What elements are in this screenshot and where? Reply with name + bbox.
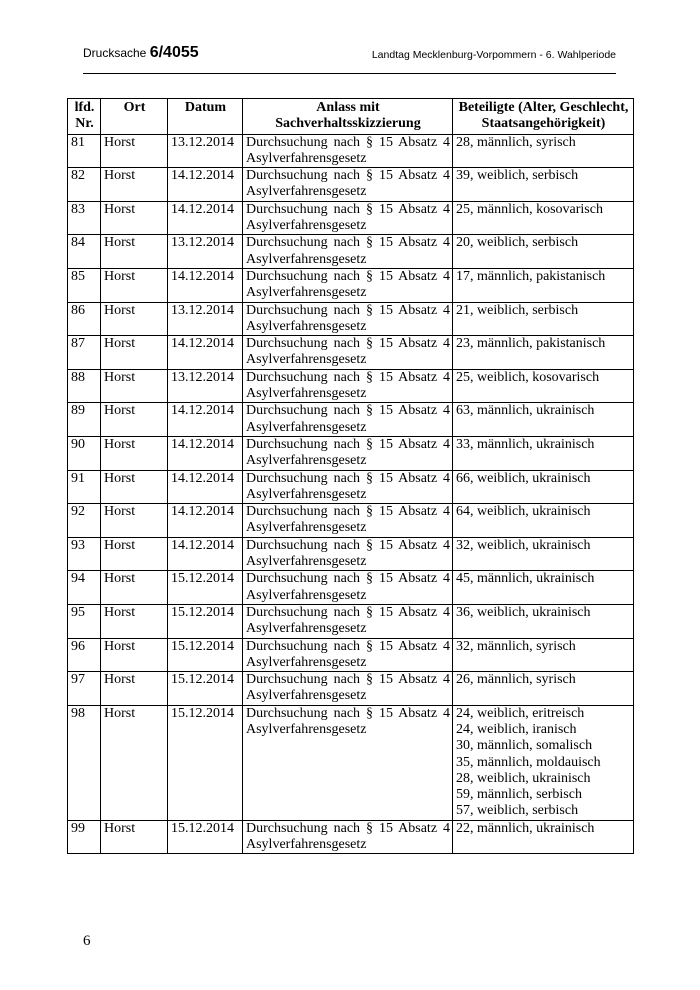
anlass-line-1: Durchsuchung nach § 15 Absatz 4 <box>246 235 450 251</box>
table-header-row <box>68 99 634 135</box>
cell-anlass <box>243 369 453 403</box>
cell-anlass <box>243 436 453 470</box>
participant-entry: 30, männlich, somalisch <box>456 738 593 754</box>
participant-entry: 23, männlich, pakistanisch <box>456 336 606 352</box>
cell-datum: 14.12.2014 <box>168 537 243 571</box>
cell-nr: 90 <box>68 436 101 470</box>
cell-ort: Horst <box>101 820 168 854</box>
column-header-nr: lfd. Nr. <box>68 99 101 135</box>
participant-entry: 28, weiblich, ukrainisch <box>456 770 591 786</box>
anlass-line-1: Durchsuchung nach § 15 Absatz 4 <box>246 537 450 553</box>
cell-nr: 95 <box>68 604 101 638</box>
cell-anlass <box>243 705 453 820</box>
anlass-line-2: Asylverfahrensgesetz <box>246 721 367 737</box>
anlass-line-2: Asylverfahrensgesetz <box>246 486 367 502</box>
anlass-line-1: Durchsuchung nach § 15 Absatz 4 <box>246 672 450 688</box>
cell-datum: 13.12.2014 <box>168 302 243 336</box>
anlass-line-1: Durchsuchung nach § 15 Absatz 4 <box>246 638 450 654</box>
participant-entry: 32, männlich, syrisch <box>456 638 576 654</box>
anlass-line-1: Durchsuchung nach § 15 Absatz 4 <box>246 820 450 836</box>
anlass-line-2: Asylverfahrensgesetz <box>246 285 367 301</box>
incident-table <box>67 98 634 854</box>
anlass-line-1: Durchsuchung nach § 15 Absatz 4 <box>246 504 450 520</box>
cell-beteiligte <box>453 820 634 854</box>
participant-entry: 28, männlich, syrisch <box>456 134 576 150</box>
anlass-line-2: Asylverfahrensgesetz <box>246 688 367 704</box>
anlass-line-1: Durchsuchung nach § 15 Absatz 4 <box>246 705 450 721</box>
anlass-line-2: Asylverfahrensgesetz <box>246 587 367 603</box>
participant-entry: 45, männlich, ukrainisch <box>456 571 595 587</box>
cell-beteiligte <box>453 369 634 403</box>
cell-datum: 14.12.2014 <box>168 403 243 437</box>
cell-ort: Horst <box>101 436 168 470</box>
column-header-anlass: Anlass mit Sachverhaltsskizzierung <box>243 99 453 135</box>
cell-anlass <box>243 134 453 168</box>
cell-nr: 88 <box>68 369 101 403</box>
cell-beteiligte <box>453 705 634 820</box>
cell-nr: 91 <box>68 470 101 504</box>
cell-anlass <box>243 268 453 302</box>
anlass-line-1: Durchsuchung nach § 15 Absatz 4 <box>246 201 450 217</box>
cell-beteiligte <box>453 336 634 370</box>
table-row <box>68 201 634 235</box>
participant-entry: 24, weiblich, eritreisch <box>456 705 585 721</box>
cell-datum: 13.12.2014 <box>168 369 243 403</box>
document-label: Drucksache <box>83 46 147 60</box>
anlass-line-2: Asylverfahrensgesetz <box>246 386 367 402</box>
participant-entry: 24, weiblich, iranisch <box>456 721 577 737</box>
table-row <box>68 302 634 336</box>
cell-ort: Horst <box>101 571 168 605</box>
table-row <box>68 470 634 504</box>
cell-ort: Horst <box>101 235 168 269</box>
anlass-line-2: Asylverfahrensgesetz <box>246 218 367 234</box>
cell-datum: 14.12.2014 <box>168 201 243 235</box>
anlass-line-2: Asylverfahrensgesetz <box>246 453 367 469</box>
cell-beteiligte <box>453 268 634 302</box>
cell-datum: 13.12.2014 <box>168 134 243 168</box>
anlass-line-2: Asylverfahrensgesetz <box>246 654 367 670</box>
column-header-datum: Datum <box>168 99 243 135</box>
anlass-line-2: Asylverfahrensgesetz <box>246 621 367 637</box>
cell-ort: Horst <box>101 403 168 437</box>
anlass-line-1: Durchsuchung nach § 15 Absatz 4 <box>246 168 450 184</box>
participant-entry: 32, weiblich, ukrainisch <box>456 537 591 553</box>
cell-datum: 14.12.2014 <box>168 470 243 504</box>
table-row <box>68 638 634 672</box>
cell-anlass <box>243 672 453 706</box>
cell-datum: 14.12.2014 <box>168 504 243 538</box>
cell-anlass <box>243 336 453 370</box>
anlass-line-1: Durchsuchung nach § 15 Absatz 4 <box>246 369 450 385</box>
participant-entry: 57, weiblich, serbisch <box>456 803 579 819</box>
cell-datum: 14.12.2014 <box>168 268 243 302</box>
participant-entry: 35, männlich, moldauisch <box>456 754 601 770</box>
cell-nr: 85 <box>68 268 101 302</box>
cell-ort: Horst <box>101 604 168 638</box>
cell-nr: 87 <box>68 336 101 370</box>
parliament-label: Landtag Mecklenburg-Vorpommern - 6. Wahlperiode <box>371 49 616 61</box>
table-row <box>68 403 634 437</box>
participant-entry: 17, männlich, pakistanisch <box>456 268 606 284</box>
table-row <box>68 705 634 820</box>
cell-nr: 89 <box>68 403 101 437</box>
table-row <box>68 134 634 168</box>
cell-ort: Horst <box>101 705 168 820</box>
anlass-line-2: Asylverfahrensgesetz <box>246 419 367 435</box>
cell-datum: 15.12.2014 <box>168 604 243 638</box>
anlass-line-2: Asylverfahrensgesetz <box>246 318 367 334</box>
anlass-line-1: Durchsuchung nach § 15 Absatz 4 <box>246 470 450 486</box>
cell-ort: Horst <box>101 369 168 403</box>
cell-anlass <box>243 820 453 854</box>
cell-ort: Horst <box>101 504 168 538</box>
anlass-line-1: Durchsuchung nach § 15 Absatz 4 <box>246 604 450 620</box>
cell-datum: 15.12.2014 <box>168 571 243 605</box>
cell-ort: Horst <box>101 302 168 336</box>
table-row <box>68 820 634 854</box>
cell-anlass <box>243 403 453 437</box>
table-row <box>68 436 634 470</box>
cell-beteiligte <box>453 201 634 235</box>
participant-entry: 63, männlich, ukrainisch <box>456 403 595 419</box>
participant-entry: 36, weiblich, ukrainisch <box>456 604 591 620</box>
anlass-line-2: Asylverfahrensgesetz <box>246 520 367 536</box>
anlass-line-2: Asylverfahrensgesetz <box>246 352 367 368</box>
anlass-line-1: Durchsuchung nach § 15 Absatz 4 <box>246 403 450 419</box>
column-header-ort: Ort <box>101 99 168 135</box>
table-row <box>68 571 634 605</box>
page-number: 6 <box>83 933 91 949</box>
participant-entry: 25, weiblich, kosovarisch <box>456 369 600 385</box>
cell-anlass <box>243 201 453 235</box>
cell-nr: 84 <box>68 235 101 269</box>
anlass-line-2: Asylverfahrensgesetz <box>246 150 367 166</box>
anlass-line-1: Durchsuchung nach § 15 Absatz 4 <box>246 268 450 284</box>
cell-anlass <box>243 604 453 638</box>
cell-nr: 82 <box>68 168 101 202</box>
table-row <box>68 604 634 638</box>
document-number <box>83 44 199 62</box>
cell-beteiligte <box>453 302 634 336</box>
anlass-line-1: Durchsuchung nach § 15 Absatz 4 <box>246 302 450 318</box>
cell-nr: 83 <box>68 201 101 235</box>
participant-entry: 39, weiblich, serbisch <box>456 168 579 184</box>
table-row <box>68 336 634 370</box>
cell-nr: 98 <box>68 705 101 820</box>
cell-datum: 14.12.2014 <box>168 336 243 370</box>
cell-beteiligte <box>453 571 634 605</box>
cell-nr: 99 <box>68 820 101 854</box>
cell-beteiligte <box>453 672 634 706</box>
document-number-value: 6/4055 <box>149 44 199 61</box>
cell-anlass <box>243 302 453 336</box>
cell-anlass <box>243 504 453 538</box>
participant-entry: 20, weiblich, serbisch <box>456 235 579 251</box>
anlass-line-2: Asylverfahrensgesetz <box>246 184 367 200</box>
cell-anlass <box>243 537 453 571</box>
cell-nr: 94 <box>68 571 101 605</box>
cell-ort: Horst <box>101 168 168 202</box>
table-row <box>68 504 634 538</box>
cell-beteiligte <box>453 134 634 168</box>
header-divider <box>83 73 616 74</box>
participant-entry: 64, weiblich, ukrainisch <box>456 504 591 520</box>
table-row <box>68 537 634 571</box>
cell-anlass <box>243 470 453 504</box>
cell-ort: Horst <box>101 672 168 706</box>
anlass-line-1: Durchsuchung nach § 15 Absatz 4 <box>246 336 450 352</box>
cell-beteiligte <box>453 470 634 504</box>
anlass-line-2: Asylverfahrensgesetz <box>246 837 367 853</box>
cell-datum: 15.12.2014 <box>168 638 243 672</box>
table-row <box>68 369 634 403</box>
cell-nr: 81 <box>68 134 101 168</box>
participant-entry: 66, weiblich, ukrainisch <box>456 470 591 486</box>
cell-ort: Horst <box>101 134 168 168</box>
column-header-beteiligte: Beteiligte (Alter, Geschlecht, Staatsangehörigkeit) <box>453 99 634 135</box>
anlass-line-2: Asylverfahrensgesetz <box>246 554 367 570</box>
participant-entry: 25, männlich, kosovarisch <box>456 201 603 217</box>
cell-nr: 92 <box>68 504 101 538</box>
cell-ort: Horst <box>101 470 168 504</box>
anlass-line-1: Durchsuchung nach § 15 Absatz 4 <box>246 436 450 452</box>
cell-nr: 97 <box>68 672 101 706</box>
anlass-line-1: Durchsuchung nach § 15 Absatz 4 <box>246 571 450 587</box>
cell-ort: Horst <box>101 537 168 571</box>
cell-anlass <box>243 571 453 605</box>
anlass-line-2: Asylverfahrensgesetz <box>246 251 367 267</box>
cell-beteiligte <box>453 604 634 638</box>
cell-beteiligte <box>453 436 634 470</box>
cell-beteiligte <box>453 638 634 672</box>
participant-entry: 33, männlich, ukrainisch <box>456 436 595 452</box>
cell-beteiligte <box>453 168 634 202</box>
cell-anlass <box>243 235 453 269</box>
cell-ort: Horst <box>101 336 168 370</box>
cell-ort: Horst <box>101 638 168 672</box>
table-row <box>68 672 634 706</box>
cell-beteiligte <box>453 537 634 571</box>
participant-entry: 26, männlich, syrisch <box>456 672 576 688</box>
cell-datum: 15.12.2014 <box>168 672 243 706</box>
table-row <box>68 168 634 202</box>
cell-datum: 13.12.2014 <box>168 235 243 269</box>
table-row <box>68 235 634 269</box>
participant-entry: 22, männlich, ukrainisch <box>456 820 595 836</box>
anlass-line-1: Durchsuchung nach § 15 Absatz 4 <box>246 134 450 150</box>
participant-entry: 59, männlich, serbisch <box>456 787 582 803</box>
participant-entry: 21, weiblich, serbisch <box>456 302 579 318</box>
cell-anlass <box>243 638 453 672</box>
table-row <box>68 268 634 302</box>
cell-ort: Horst <box>101 268 168 302</box>
cell-nr: 93 <box>68 537 101 571</box>
cell-datum: 14.12.2014 <box>168 168 243 202</box>
cell-datum: 15.12.2014 <box>168 705 243 820</box>
cell-beteiligte <box>453 504 634 538</box>
cell-datum: 14.12.2014 <box>168 436 243 470</box>
cell-ort: Horst <box>101 201 168 235</box>
cell-datum: 15.12.2014 <box>168 820 243 854</box>
cell-anlass <box>243 168 453 202</box>
cell-nr: 86 <box>68 302 101 336</box>
cell-beteiligte <box>453 403 634 437</box>
cell-nr: 96 <box>68 638 101 672</box>
cell-beteiligte <box>453 235 634 269</box>
